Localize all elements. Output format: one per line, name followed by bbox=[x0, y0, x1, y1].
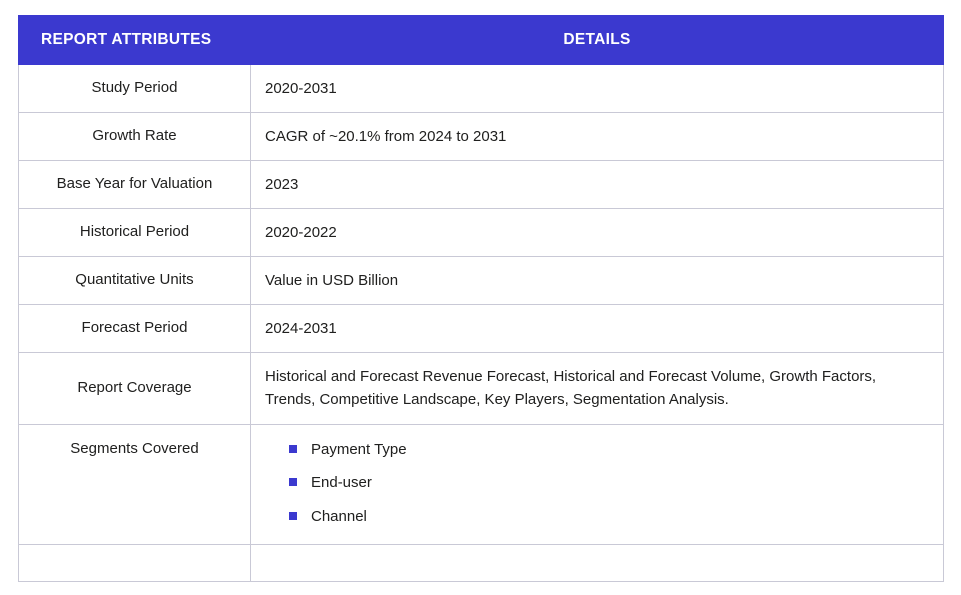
table-body bbox=[19, 65, 944, 582]
report-attributes-table bbox=[18, 15, 944, 582]
row-detail-value: 2020-2022 bbox=[251, 209, 944, 257]
segments-list bbox=[265, 433, 929, 534]
square-bullet-icon bbox=[289, 512, 297, 520]
column-header-report-attributes: REPORT ATTRIBUTES bbox=[19, 16, 251, 65]
row-attribute-label: Quantitative Units bbox=[19, 257, 251, 305]
table-header bbox=[19, 16, 944, 65]
list-item-label: End-user bbox=[311, 474, 372, 492]
row-attribute-label: Forecast Period bbox=[19, 305, 251, 353]
table-row-partial bbox=[19, 544, 944, 581]
row-detail-bullet-list bbox=[251, 424, 944, 544]
row-attribute-label-partial bbox=[19, 544, 251, 581]
list-item bbox=[311, 466, 929, 500]
table-row bbox=[19, 424, 944, 544]
row-attribute-label: Historical Period bbox=[19, 209, 251, 257]
row-detail-value: Value in USD Billion bbox=[251, 257, 944, 305]
square-bullet-icon bbox=[289, 478, 297, 486]
row-attribute-label: Segments Covered bbox=[19, 424, 251, 544]
list-item bbox=[311, 500, 929, 534]
row-detail-value: Historical and Forecast Revenue Forecast, Historical and Forecast Volume, Growth Factors, Trends, Competitive Landscape, Key Players, Segmentation Analysis. bbox=[251, 353, 944, 425]
row-attribute-label: Base Year for Valuation bbox=[19, 161, 251, 209]
table-row bbox=[19, 257, 944, 305]
table-header-row bbox=[19, 16, 944, 65]
row-detail-value: 2020-2031 bbox=[251, 65, 944, 113]
row-attribute-label: Study Period bbox=[19, 65, 251, 113]
row-attribute-label: Report Coverage bbox=[19, 353, 251, 425]
table-row bbox=[19, 161, 944, 209]
square-bullet-icon bbox=[289, 445, 297, 453]
table-row bbox=[19, 305, 944, 353]
row-detail-value: CAGR of ~20.1% from 2024 to 2031 bbox=[251, 113, 944, 161]
row-detail-value: 2024-2031 bbox=[251, 305, 944, 353]
row-attribute-label: Growth Rate bbox=[19, 113, 251, 161]
table-row bbox=[19, 113, 944, 161]
table-row bbox=[19, 353, 944, 425]
column-header-details: DETAILS bbox=[251, 16, 944, 65]
list-item-label: Channel bbox=[311, 508, 367, 525]
row-detail-value-partial bbox=[251, 544, 944, 581]
row-detail-value: 2023 bbox=[251, 161, 944, 209]
list-item bbox=[311, 433, 929, 467]
list-item-label: Payment Type bbox=[311, 440, 407, 458]
table-row bbox=[19, 209, 944, 257]
table-row bbox=[19, 65, 944, 113]
